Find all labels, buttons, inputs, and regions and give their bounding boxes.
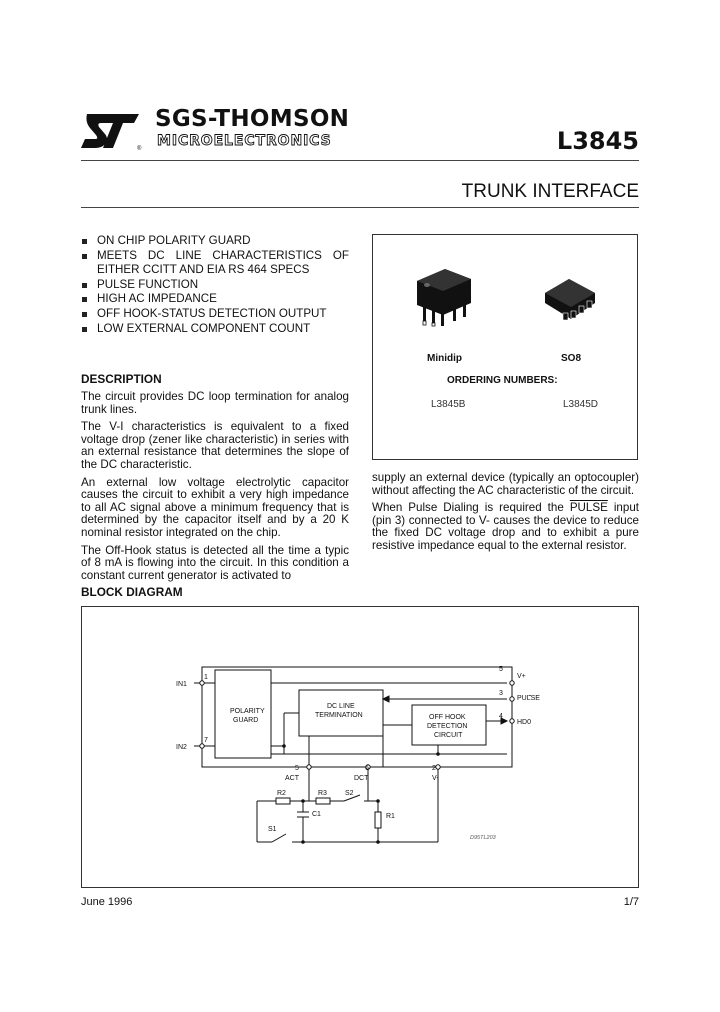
component-label-r1: R1 [386, 813, 395, 820]
polarity-guard-label: POLARITY [230, 708, 265, 715]
component-label-s1: S1 [268, 826, 277, 833]
description-paragraph: An external low voltage electrolytic capacitor causes the circuit to exhibit a very high impedance to all AC signal above a minimum frequency that is determined by the capacitor itself and by a 20 K nominal resistor integrated on the chip. [81, 475, 349, 539]
figure-reference: D95TL203 [470, 835, 496, 841]
pin-number: 6 [365, 765, 369, 772]
minidip-package-icon [411, 263, 477, 327]
pin-number: 3 [499, 690, 503, 697]
list-item: MEETS DC LINE CHARACTERISTICS OF EITHER CCITT AND EIA RS 464 SPECS [81, 249, 349, 278]
component-label-r3: R3 [318, 790, 327, 797]
company-division: MICROELECTRONICS [157, 133, 332, 149]
description-paragraph: The V-I characteristics is equivalent to a fixed voltage drop (zener like characteristic) in series with an external resistance that determines the slope of the DC characteristic. [81, 420, 349, 471]
description-paragraph [372, 502, 639, 552]
dc-line-label: TERMINATION [315, 712, 363, 719]
description-paragraph: The circuit provides DC loop termination for analog trunk lines. [81, 390, 349, 416]
pin-number: 1 [204, 674, 208, 681]
st-logo-icon [79, 108, 147, 152]
off-hook-label: CIRCUIT [434, 732, 463, 739]
pin-label-in2: IN2 [176, 744, 187, 751]
header-divider [81, 160, 639, 161]
list-item: PULSE FUNCTION [81, 278, 349, 293]
pin-number: 5 [295, 765, 299, 772]
block-diagram [82, 607, 638, 887]
pin-label-dct: DCT [354, 775, 369, 782]
pin-label-act: ACT [285, 775, 299, 782]
resistor-r1 [375, 812, 381, 828]
description-column-right [372, 472, 639, 558]
order-number-so8: L3845D [563, 399, 599, 410]
svg-text:®: ® [137, 146, 142, 152]
feature-list [81, 234, 349, 336]
component-label-s2: S2 [345, 790, 354, 797]
description-heading: DESCRIPTION [81, 372, 162, 386]
title-divider [81, 207, 639, 208]
list-item: ON CHIP POLARITY GUARD [81, 234, 349, 249]
resistor-r2 [276, 798, 290, 804]
order-number-minidip: L3845B [431, 399, 466, 410]
list-item: OFF HOOK-STATUS DETECTION OUTPUT [81, 307, 349, 322]
block-diagram-frame [81, 606, 639, 888]
page-title: TRUNK INTERFACE [461, 181, 639, 202]
ordering-numbers-title: ORDERING NUMBERS: [447, 375, 558, 386]
footer-date: June 1996 [81, 896, 133, 908]
pin-label-in1: IN1 [176, 681, 187, 688]
description-paragraph: The Off-Hook status is detected all the time a typic of 8 mA is flowing into the circuit. In this condition a constant current generator is activated to [81, 543, 349, 582]
package-box [372, 234, 638, 460]
off-hook-label: DETECTION [427, 723, 468, 730]
paragraph-text: When Pulse Dialing is required the [372, 501, 570, 515]
pin-number: 5 [499, 666, 503, 673]
list-item: LOW EXTERNAL COMPONENT COUNT [81, 322, 349, 337]
list-item: HIGH AC IMPEDANCE [81, 292, 349, 307]
component-label-c1: C1 [312, 811, 321, 818]
pin-number: 7 [204, 737, 208, 744]
paragraph-text: input (pin 3) connected to V- causes the device to reduce the fixed DC voltage drop and to exhibit a pure resistive impedance equal to the external resistor. [372, 501, 639, 552]
component-label-r2: R2 [277, 790, 286, 797]
pulse-overline-text: PULSE [569, 501, 608, 515]
package-label-so8: SO8 [561, 353, 582, 364]
dc-line-label: DC LINE [327, 703, 355, 710]
pin-label-vminus: V- [432, 775, 439, 782]
company-name: SGS-THOMSON [155, 106, 350, 132]
off-hook-label: OFF HOOK [429, 714, 466, 721]
part-number: L3845 [556, 127, 639, 155]
pin-number: 2 [432, 765, 436, 772]
polarity-guard-label: GUARD [233, 717, 259, 724]
block-diagram-heading: BLOCK DIAGRAM [81, 585, 183, 599]
package-label-minidip: Minidip [427, 353, 462, 364]
resistor-r3 [316, 798, 330, 804]
pin-label-hd0: HD0 [517, 719, 532, 726]
pin-number: 4 [499, 713, 503, 720]
pin-label-vplus: V+ [517, 673, 526, 680]
page-number: 1/7 [623, 896, 639, 908]
description-paragraph: supply an external device (typically an optocoupler) without affecting the AC characteristic of the circuit. [372, 471, 639, 497]
description-column-left [81, 372, 349, 587]
so8-package-icon [539, 273, 601, 325]
pin-label-pulse: PULSE [517, 695, 540, 702]
